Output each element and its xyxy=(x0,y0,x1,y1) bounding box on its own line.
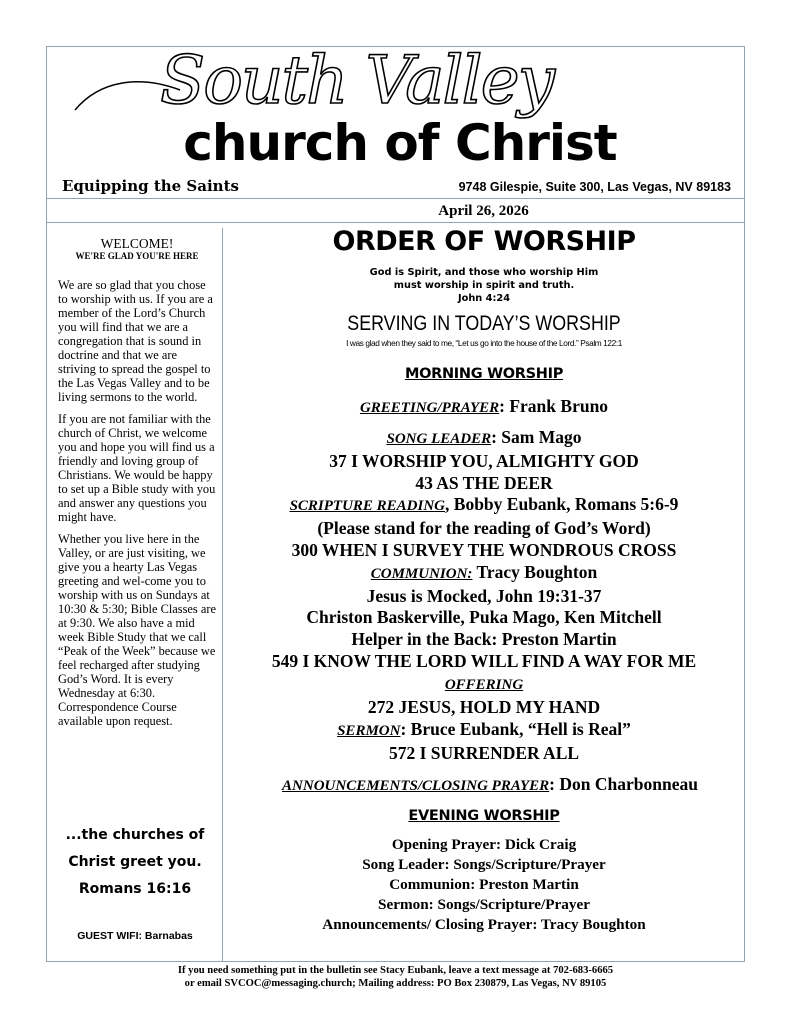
announcements-line xyxy=(236,774,744,798)
song-leader-value: : Sam Mago xyxy=(491,427,582,447)
communion-label: COMMUNION: xyxy=(370,565,473,582)
evening-item: Announcements/ Closing Prayer: Tracy Boughton xyxy=(322,916,646,933)
bulletin-date: April 26, 2026 xyxy=(438,203,529,219)
song-leader-label: SONG LEADER xyxy=(386,431,492,447)
date-divider xyxy=(46,222,745,223)
serving-verse: I was glad when they said to me, “Let us go into the house of the Lord.” Psalm 122:1 xyxy=(346,338,622,348)
footer-line: or email SVCOC@messaging.church; Mailing address: PO Box 230879, Las Vegas, NV 89105 xyxy=(184,977,607,989)
greeting-prayer-value: : Frank Bruno xyxy=(499,396,609,416)
church-address: 9748 Gilespie, Suite 300, Las Vegas, NV 89183 xyxy=(458,180,731,194)
scripture-reading-value: , Bobby Eubank, Romans 5:6-9 xyxy=(445,494,679,515)
order-item xyxy=(230,562,738,586)
welcome-heading: WELCOME! xyxy=(100,236,174,251)
order-item: 300 WHEN I SURVEY THE WONDROUS CROSS xyxy=(291,539,677,560)
evening-item: Opening Prayer: Dick Craig xyxy=(391,836,577,853)
greeting-block xyxy=(50,822,220,903)
greeting-line: ...the churches of xyxy=(65,827,205,843)
order-item: 572 I SURRENDER ALL xyxy=(388,742,580,763)
order-item xyxy=(230,427,738,451)
evening-worship-heading: EVENING WORSHIP xyxy=(408,808,560,824)
order-item: 43 AS THE DEER xyxy=(415,472,553,493)
offering-label: OFFERING xyxy=(444,676,524,693)
order-item: Jesus is Mocked, John 19:31-37 xyxy=(366,585,602,606)
morning-worship-heading: MORNING WORSHIP xyxy=(404,366,564,382)
welcome-paragraph: We are so glad that you chose to worship with us. If you are a member of the Lord’s Church you will find that we are a congregation that is sound in doctrine and that we are striving to spread the gospel to the Las Vegas Valley and to be living sermons to the world. xyxy=(58,278,213,404)
theme-verse-line: God is Spirit, and those who worship Him xyxy=(369,267,599,278)
announcements-label: ANNOUNCEMENTS/CLOSING PRAYER xyxy=(282,778,550,794)
serving-title: SERVING IN TODAY’S WORSHIP xyxy=(347,312,621,335)
order-item: Christon Baskerville, Puka Mago, Ken Mitchell xyxy=(306,607,662,628)
order-of-worship-title: ORDER OF WORSHIP xyxy=(332,226,636,257)
morning-order-list-2 xyxy=(230,697,738,764)
order-item xyxy=(230,719,738,743)
evening-item: Sermon: Songs/Scripture/Prayer xyxy=(378,896,590,913)
sermon-value: : Bruce Eubank, “Hell is Real” xyxy=(400,718,631,739)
guest-wifi: GUEST WIFI: Barnabas xyxy=(77,930,193,942)
header-divider xyxy=(46,198,745,199)
greeting-prayer-label: GREETING/PRAYER xyxy=(359,400,500,416)
announcements-value: : Don Charbonneau xyxy=(549,774,698,794)
order-item: Helper in the Back: Preston Martin xyxy=(351,629,617,650)
order-item xyxy=(230,673,738,697)
greeting-line: Christ greet you. xyxy=(68,854,202,870)
greeting-reference: Romans 16:16 xyxy=(78,881,192,897)
evening-order-list xyxy=(230,835,738,935)
logo-script-title: South Valley xyxy=(160,42,553,119)
church-name: church of Christ xyxy=(183,114,617,172)
tagline: Equipping the Saints xyxy=(62,177,239,195)
welcome-subheading: WE'RE GLAD YOU'RE HERE xyxy=(75,251,199,261)
scripture-reading-label: SCRIPTURE READING xyxy=(289,498,446,515)
footer-line: If you need something put in the bulletin see Stacy Eubank, leave a text message at 702-683-6665 xyxy=(177,965,614,976)
bulletin-footer xyxy=(0,965,791,990)
theme-verse-ref: John 4:24 xyxy=(457,293,511,304)
communion-value: Tracy Boughton xyxy=(472,561,598,582)
order-item: 272 JESUS, HOLD MY HAND xyxy=(367,697,601,717)
morning-order-list xyxy=(230,427,738,697)
order-item xyxy=(230,494,738,518)
theme-verse xyxy=(230,266,738,305)
greeting-prayer-line xyxy=(230,396,738,420)
correspondence-note: Correspondence Course available upon request. xyxy=(58,700,177,728)
welcome-paragraph: Whether you live here in the Valley, or are just visiting, we give you a hearty Las Vegas greeting and wel-come you to worship with us on Sundays at 10:30 & 5:30; Bible Classes are at 9:30. We also have a mid week Bible Study that we call “Peak of the Week” because we feel recharged after studying God’s Word. It is every Wednesday at 6:30. xyxy=(58,532,216,700)
theme-verse-line: must worship in spirit and truth. xyxy=(393,280,575,291)
order-item: (Please stand for the reading of God’s Word) xyxy=(317,518,651,539)
welcome-sidebar xyxy=(58,236,216,736)
welcome-paragraph: If you are not familiar with the church of Christ, we welcome you and hope you will find us a friendly and loving group of Christians. We would be happy to set up a Bible study with you and answer any questions you might have. xyxy=(58,412,216,524)
column-divider xyxy=(222,228,223,962)
order-item: 37 I WORSHIP YOU, ALMIGHTY GOD xyxy=(329,450,639,471)
sermon-label: SERMON xyxy=(337,722,401,739)
order-item: 549 I KNOW THE LORD WILL FIND A WAY FOR ME xyxy=(271,650,697,671)
evening-item: Communion: Preston Martin xyxy=(389,876,579,893)
evening-item: Song Leader: Songs/Scripture/Prayer xyxy=(362,856,606,873)
